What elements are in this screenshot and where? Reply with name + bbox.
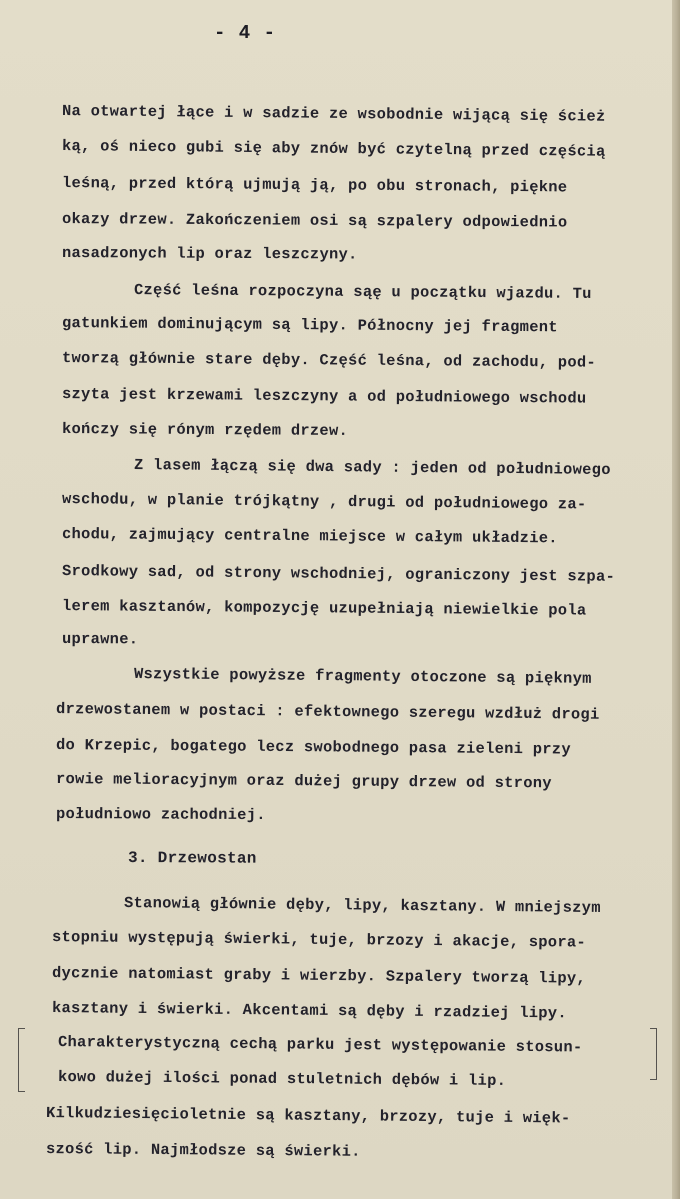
margin-bracket-right — [650, 1028, 657, 1080]
text-line: Z lasem łączą się dwa sady : jeden od południowego — [133, 456, 611, 479]
text-line: szyta jest krzewami leszczyny a od południowego wschodu — [61, 385, 587, 408]
text-line: gatunkiem dominującym są lipy. Północny jej fragment — [61, 314, 558, 337]
text-line: wschodu, w planie trójkątny , drugi od południowego za- — [61, 490, 587, 514]
text-line: dycznie natomiast graby i wierzby. Szpalery tworzą lipy, — [51, 964, 587, 988]
text-line: drzewostanem w postaci : efektownego szeregu wzdłuż drogi — [55, 700, 600, 724]
text-line: do Krzepic, bogatego lecz swobodnego pasa zieleni przy — [55, 736, 571, 759]
text-line: kończy się rónym rzędem drzew. — [61, 420, 349, 440]
text-line: Charakterystyczną cechą parku jest występowanie stosun- — [57, 1033, 583, 1057]
text-line: lerem kasztanów, kompozycję uzupełniają niewielkie pola — [61, 597, 587, 620]
section-heading: 3. Drzewostan — [127, 849, 257, 868]
page-edge — [672, 0, 680, 1199]
text-line: Na otwartej łące i w sadzie ze wsobodnie wijącą się ścież — [61, 102, 606, 126]
text-line: Część leśna rozpoczyna sąę u początku wjazdu. Tu — [133, 281, 592, 303]
text-line: ką, oś nieco gubi się aby znów być czytelną przed częścią — [61, 137, 606, 161]
text-line: południowo zachodniej. — [55, 805, 266, 825]
text-line: stopniu występują świerki, tuje, brzozy i akacje, spora- — [51, 928, 587, 952]
margin-bracket-left — [18, 1028, 25, 1092]
text-line: chodu, zajmujący centralne miejsce w całym układzie. — [61, 525, 558, 548]
text-line: uprawne. — [61, 630, 139, 649]
text-line: okazy drzew. Zakończeniem osi są szpalery odpowiednio — [61, 210, 568, 232]
text-line: Wszystkie powyższe fragmenty otoczone są pięknym — [133, 665, 592, 688]
text-line: kasztany i świerki. Akcentami są dęby i rzadziej lipy. — [51, 999, 568, 1023]
text-line: szość lip. Najmłodsze są świerki. — [45, 1140, 361, 1161]
text-line: Stanowią głównie dęby, lipy, kasztany. W mniejszym — [123, 894, 601, 917]
text-line: Kilkudziesięcioletnie są kasztany, brzozy, tuje i więk- — [45, 1104, 571, 1128]
text-line: kowo dużej ilości ponad stuletnich dębów i lip. — [57, 1068, 507, 1090]
text-line: leśną, przed którą ujmują ją, po obu stronach, piękne — [61, 174, 568, 197]
text-line: nasadzonych lip oraz leszczyny. — [61, 244, 358, 264]
text-line: rowie melioracyjnym oraz dużej grupy drzew od strony — [55, 770, 552, 793]
text-line: Srodkowy sad, od strony wschodniej, ograniczony jest szpa- — [61, 562, 616, 586]
text-line: tworzą głównie stare dęby. Część leśna, od zachodu, pod- — [61, 349, 597, 372]
page-number: - 4 - — [213, 22, 276, 44]
